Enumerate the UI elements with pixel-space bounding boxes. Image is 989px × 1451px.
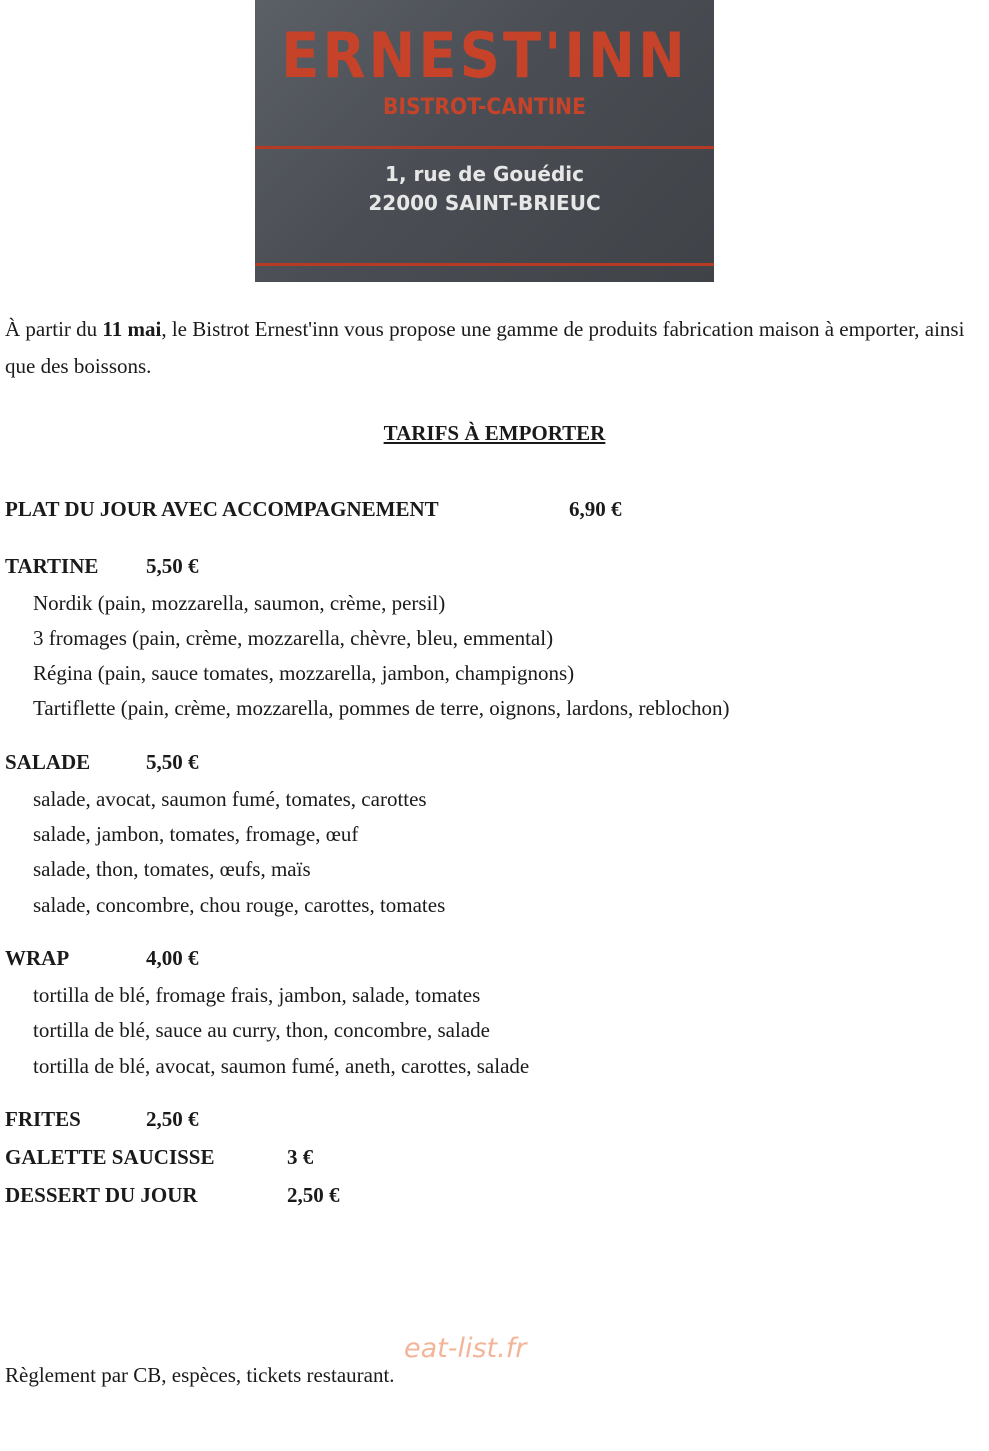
intro-date: 11 mai <box>102 317 162 341</box>
menu-plat-du-jour <box>5 497 622 522</box>
menu-frites <box>5 1107 199 1132</box>
tartine-price: 5,50 € <box>146 554 199 578</box>
dessert-name: DESSERT DU JOUR <box>5 1183 198 1207</box>
menu-salade <box>5 750 199 775</box>
tartine-item: 3 fromages (pain, crème, mozzarella, chèvre, bleu, emmental) <box>33 626 554 650</box>
intro-text-after: , le Bistrot Ernest'inn vous propose une gamme de produits fabrication maison à emporter, ainsi que des boissons. <box>5 317 965 378</box>
intro-paragraph <box>5 311 980 385</box>
salade-item: salade, concombre, chou rouge, carottes, tomates <box>33 893 446 917</box>
restaurant-logo <box>255 0 714 282</box>
tartine-item: Nordik (pain, mozzarella, saumon, crème, persil) <box>33 591 446 615</box>
menu-heading <box>0 421 989 446</box>
salade-item: salade, thon, tomates, œufs, maïs <box>33 857 311 881</box>
tartine-name: TARTINE <box>5 554 99 578</box>
salade-price: 5,50 € <box>146 750 199 774</box>
menu-dessert-du-jour <box>5 1183 340 1208</box>
logo-address-street: 1, rue de Gouédic <box>385 162 584 186</box>
salade-name: SALADE <box>5 750 91 774</box>
logo-divider-top <box>255 146 714 149</box>
payment-info: Règlement par CB, espèces, tickets restaurant. <box>5 1363 395 1387</box>
watermark: eat-list.fr <box>404 1333 527 1364</box>
menu-galette-saucisse <box>5 1145 314 1170</box>
frites-price: 2,50 € <box>146 1107 199 1131</box>
intro-text-before: À partir du <box>5 317 103 341</box>
wrap-item: tortilla de blé, fromage frais, jambon, salade, tomates <box>33 983 481 1007</box>
galette-price: 3 € <box>287 1145 314 1169</box>
menu-heading-text: TARIFS À EMPORTER <box>383 421 606 445</box>
menu-tartine <box>5 554 199 579</box>
dessert-price: 2,50 € <box>287 1183 340 1207</box>
plat-price: 6,90 € <box>569 497 622 521</box>
wrap-item: tortilla de blé, sauce au curry, thon, concombre, salade <box>33 1018 490 1042</box>
logo-name: ERNEST'INN <box>281 20 688 93</box>
logo-address-city: 22000 SAINT-BRIEUC <box>368 191 601 215</box>
plat-name: PLAT DU JOUR AVEC ACCOMPAGNEMENT <box>5 497 439 521</box>
galette-name: GALETTE SAUCISSE <box>5 1145 215 1169</box>
salade-item: salade, jambon, tomates, fromage, œuf <box>33 822 359 846</box>
logo-divider-bottom <box>255 263 714 266</box>
wrap-item: tortilla de blé, avocat, saumon fumé, aneth, carottes, salade <box>33 1054 530 1078</box>
logo-subtitle: BISTROT-CANTINE <box>383 95 586 120</box>
menu-wrap <box>5 946 199 971</box>
wrap-name: WRAP <box>5 946 70 970</box>
frites-name: FRITES <box>5 1107 81 1131</box>
tartine-item: Régina (pain, sauce tomates, mozzarella, jambon, champignons) <box>33 661 575 685</box>
tartine-item: Tartiflette (pain, crème, mozzarella, pommes de terre, oignons, lardons, reblochon) <box>33 696 730 720</box>
salade-item: salade, avocat, saumon fumé, tomates, carottes <box>33 787 427 811</box>
wrap-price: 4,00 € <box>146 946 199 970</box>
